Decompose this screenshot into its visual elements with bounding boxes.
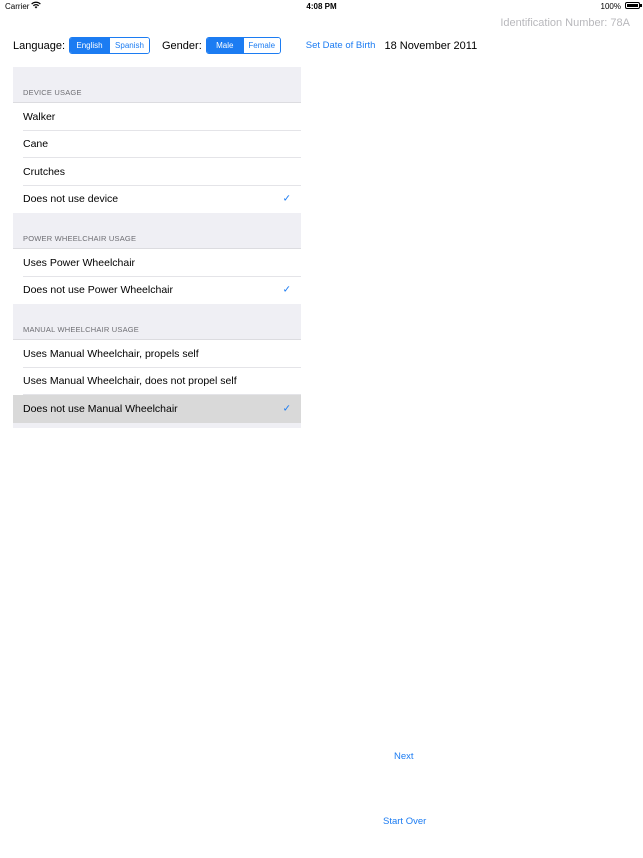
identification-number: Identification Number: 78A (500, 17, 630, 29)
list-item[interactable]: Uses Power Wheelchair (13, 249, 301, 277)
battery-icon (625, 2, 640, 9)
checkmark-icon: ✓ (282, 193, 291, 205)
section-header-manual-wheelchair-usage: MANUAL WHEELCHAIR USAGE (13, 304, 301, 339)
list-item[interactable]: Walker (13, 103, 301, 131)
gender-segmented-control (206, 37, 281, 54)
gender-option-female[interactable]: Female (243, 38, 280, 53)
settings-row (13, 36, 477, 55)
section-header-device-usage: DEVICE USAGE (13, 67, 301, 102)
next-button[interactable]: Next (394, 751, 414, 762)
mobility-options-table (13, 67, 301, 428)
clock: 4:08 PM (306, 2, 337, 11)
language-option-english[interactable]: English (70, 38, 109, 53)
set-date-of-birth-button[interactable]: Set Date of Birth (305, 40, 376, 51)
carrier-label: Carrier (5, 2, 30, 11)
gender-label: Gender: (162, 39, 202, 52)
list-item[interactable]: Uses Manual Wheelchair, does not propel self (13, 368, 301, 396)
list-item[interactable]: Does not use Power Wheelchair ✓ (13, 277, 301, 305)
section-power-wheelchair-usage (13, 248, 301, 304)
language-label: Language: (13, 39, 65, 52)
section-header-power-wheelchair-usage: POWER WHEELCHAIR USAGE (13, 213, 301, 248)
language-segmented-control (69, 37, 150, 54)
list-item[interactable]: Does not use Manual Wheelchair ✓ (13, 395, 301, 423)
list-item[interactable]: Does not use device ✓ (13, 186, 301, 214)
section-device-usage (13, 102, 301, 213)
checkmark-icon: ✓ (282, 403, 291, 415)
status-bar (0, 0, 643, 14)
battery-percentage: 100% (600, 2, 621, 11)
section-manual-wheelchair-usage (13, 339, 301, 423)
language-option-spanish[interactable]: Spanish (109, 38, 149, 53)
list-item[interactable]: Cane (13, 131, 301, 159)
list-item[interactable]: Crutches (13, 158, 301, 186)
date-of-birth-value: 18 November 2011 (384, 39, 478, 52)
start-over-button[interactable]: Start Over (383, 816, 427, 827)
gender-option-male[interactable]: Male (207, 38, 243, 53)
list-item[interactable]: Uses Manual Wheelchair, propels self (13, 340, 301, 368)
checkmark-icon: ✓ (282, 284, 291, 296)
